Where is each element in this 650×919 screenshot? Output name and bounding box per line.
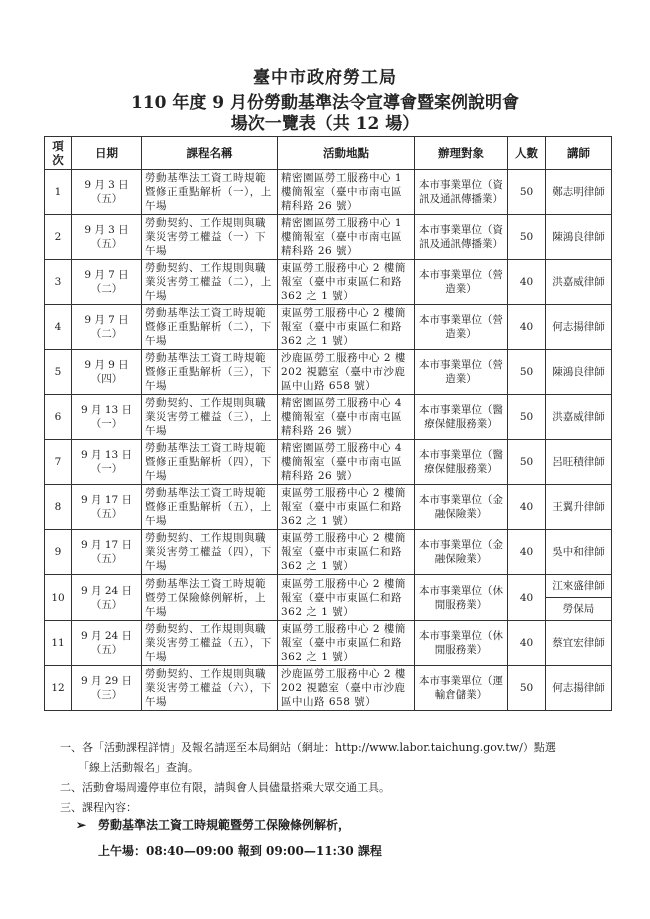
speaker-name: 江來盛律師	[546, 575, 611, 598]
speaker-name: 洪嘉威律師	[552, 411, 605, 423]
row-number: 2	[45, 215, 72, 260]
row-speaker	[546, 215, 612, 260]
row-audience: 本市事業單位（休閒服務業）	[415, 575, 508, 621]
row-date	[72, 575, 142, 621]
row-date	[72, 215, 142, 260]
row-date-day: 9 月 29 日	[80, 675, 133, 687]
row-date-day: 9 月 17 日	[80, 494, 133, 506]
row-venue: 沙鹿區勞工服務中心 2 樓 202 視聽室（臺中市沙鹿區中山路 658 號）	[278, 666, 415, 711]
row-audience: 本市事業單位（營造業）	[415, 305, 508, 350]
row-speaker	[546, 485, 612, 530]
row-course: 勞動基準法工資工時規範暨修正重點解析（三），下午場	[142, 350, 278, 395]
row-venue: 東區勞工服務中心 2 樓簡報室（臺中市東區仁和路 362 之 1 號）	[278, 575, 415, 621]
row-date	[72, 621, 142, 666]
row-speaker	[546, 305, 612, 350]
row-count: 50	[508, 440, 546, 485]
row-venue: 東區勞工服務中心 2 樓簡報室（臺中市東區仁和路 362 之 1 號）	[278, 485, 415, 530]
row-audience: 本市事業單位（金融保險業）	[415, 485, 508, 530]
note-2: 二、活動會場周邊停車位有限，請與會人員儘量搭乘大眾交通工具。	[60, 781, 390, 794]
note-3: 三、課程內容：	[60, 801, 137, 814]
row-venue: 東區勞工服務中心 2 樓簡報室（臺中市東區仁和路 362 之 1 號）	[278, 260, 415, 305]
row-date-day: 9 月 13 日	[80, 404, 133, 416]
table-row	[45, 215, 612, 260]
row-number: 8	[45, 485, 72, 530]
row-speaker	[546, 395, 612, 440]
row-audience: 本市事業單位（營造業）	[415, 260, 508, 305]
row-number: 1	[45, 170, 72, 215]
page-title-org: 臺中市政府勞工局	[253, 68, 397, 88]
arrow-bullet-icon: ➢	[76, 818, 87, 832]
row-speaker	[546, 350, 612, 395]
table-row	[45, 440, 612, 485]
row-speaker	[546, 575, 612, 621]
note-1: 一、各「活動課程詳情」及報名請逕至本局網站（網址：http://www.labor.taichung.gov.tw/）點選	[60, 741, 556, 754]
row-speaker	[546, 530, 612, 575]
row-date-day: 9 月 9 日	[84, 359, 129, 371]
row-date-day: 9 月 3 日	[84, 179, 129, 191]
row-course: 勞動契約、工作規則與職業災害勞工權益（一）下午場	[142, 215, 278, 260]
row-course: 勞動契約、工作規則與職業災害勞工權益（五），下午場	[142, 621, 278, 666]
row-number: 5	[45, 350, 72, 395]
speaker-name: 勞保局	[562, 603, 595, 615]
row-venue: 精密園區勞工服務中心 4 樓簡報室（臺中市南屯區精科路 26 號）	[278, 440, 415, 485]
row-course: 勞動契約、工作規則與職業災害勞工權益（四），下午場	[142, 530, 278, 575]
row-count: 40	[508, 305, 546, 350]
row-count: 50	[508, 350, 546, 395]
row-course: 勞動契約、工作規則與職業災害勞工權益（三），上午場	[142, 395, 278, 440]
row-speaker	[546, 666, 612, 711]
row-course: 勞動基準法工資工時規範暨修正重點解析（一），上午場	[142, 170, 278, 215]
row-venue: 東區勞工服務中心 2 樓簡報室（臺中市東區仁和路 362 之 1 號）	[278, 305, 415, 350]
row-date-weekday: （一）	[90, 418, 123, 430]
table-row	[45, 485, 612, 530]
row-venue: 精密園區勞工服務中心 1 樓簡報室（臺中市南屯區精科路 26 號）	[278, 215, 415, 260]
speaker-name: 王翼升律師	[552, 501, 605, 513]
table-row	[45, 530, 612, 575]
row-date	[72, 350, 142, 395]
row-number: 12	[45, 666, 72, 711]
note-1-cont: 「線上活動報名」查詢。	[78, 761, 199, 774]
row-date-weekday: （五）	[90, 238, 123, 250]
speaker-name: 洪嘉威律師	[552, 276, 605, 288]
table-row	[45, 575, 612, 621]
row-audience: 本市事業單位（運輸倉儲業）	[415, 666, 508, 711]
row-count: 50	[508, 395, 546, 440]
row-date-weekday: （五）	[90, 193, 123, 205]
row-number: 4	[45, 305, 72, 350]
speaker-name: 呂旺積律師	[552, 456, 605, 468]
row-course: 勞動基準法工資工時規範暨修正重點解析（四），下午場	[142, 440, 278, 485]
row-date	[72, 170, 142, 215]
row-date-day: 9 月 24 日	[80, 630, 133, 642]
table-row	[45, 666, 612, 711]
course-content	[76, 812, 382, 864]
row-audience: 本市事業單位（休閒服務業）	[415, 621, 508, 666]
row-count: 40	[508, 260, 546, 305]
speaker-name: 陳鴻良律師	[552, 366, 605, 378]
row-date-weekday: （五）	[90, 553, 123, 565]
row-date	[72, 260, 142, 305]
row-course: 勞動契約、工作規則與職業災害勞工權益（二），上午場	[142, 260, 278, 305]
speaker-name: 何志揚律師	[552, 321, 605, 333]
row-audience: 本市事業單位（資訊及通訊傳播業）	[415, 170, 508, 215]
table-row	[45, 621, 612, 666]
speaker-name: 陳鴻良律師	[552, 231, 605, 243]
header-date: 日期	[72, 137, 142, 170]
header-no: 項次	[45, 137, 72, 170]
row-audience: 本市事業單位（醫療保健服務業）	[415, 395, 508, 440]
header-course: 課程名稱	[142, 137, 278, 170]
row-course: 勞動契約、工作規則與職業災害勞工權益（六），下午場	[142, 666, 278, 711]
row-count: 40	[508, 530, 546, 575]
row-course: 勞動基準法工資工時規範暨修正重點解析（二），下午場	[142, 305, 278, 350]
speaker-name: 鄭志明律師	[552, 186, 605, 198]
row-count: 40	[508, 621, 546, 666]
table-row	[45, 305, 612, 350]
row-count: 40	[508, 485, 546, 530]
row-date-weekday: （二）	[90, 283, 123, 295]
row-number: 9	[45, 530, 72, 575]
table-header-row	[45, 137, 612, 170]
row-date-day: 9 月 7 日	[84, 269, 129, 281]
row-audience: 本市事業單位（營造業）	[415, 350, 508, 395]
row-date-weekday: （一）	[90, 463, 123, 475]
row-venue: 沙鹿區勞工服務中心 2 樓 202 視聽室（臺中市沙鹿區中山路 658 號）	[278, 350, 415, 395]
row-speaker	[546, 440, 612, 485]
row-speaker	[546, 170, 612, 215]
row-date-day: 9 月 17 日	[80, 539, 133, 551]
row-count: 50	[508, 170, 546, 215]
speaker-name: 蔡宜宏律師	[552, 637, 605, 649]
row-number: 7	[45, 440, 72, 485]
row-audience: 本市事業單位（醫療保健服務業）	[415, 440, 508, 485]
row-speaker	[546, 621, 612, 666]
row-venue: 精密園區勞工服務中心 4 樓簡報室（臺中市南屯區精科路 26 號）	[278, 395, 415, 440]
morning-session: 上午場：08:40—09:00 報到 09:00—11:30 課程	[98, 844, 382, 858]
course-item-title: 勞動基準法工資工時規範暨勞工保險條例解析，	[98, 818, 351, 832]
table-row	[45, 260, 612, 305]
row-date-weekday: （五）	[90, 598, 123, 611]
header-venue: 活動地點	[278, 137, 415, 170]
header-count: 人數	[508, 137, 546, 170]
row-date-weekday: （二）	[90, 328, 123, 340]
speaker-name: 吳中和律師	[552, 546, 605, 558]
row-date	[72, 395, 142, 440]
table-row	[45, 350, 612, 395]
row-date	[72, 530, 142, 575]
table-row	[45, 170, 612, 215]
row-date-day: 9 月 13 日	[80, 449, 133, 461]
course-item	[76, 812, 382, 838]
row-audience: 本市事業單位（金融保險業）	[415, 530, 508, 575]
row-speaker	[546, 260, 612, 305]
row-date	[72, 305, 142, 350]
row-date	[72, 666, 142, 711]
row-number: 10	[45, 575, 72, 621]
header-speaker: 講師	[546, 137, 612, 170]
header-audience: 辦理對象	[415, 137, 508, 170]
row-count: 50	[508, 215, 546, 260]
row-course: 勞動基準法工資工時規範暨勞工保險條例解析，上午場	[142, 575, 278, 621]
schedule-table	[44, 136, 612, 711]
row-number: 6	[45, 395, 72, 440]
row-venue: 東區勞工服務中心 2 樓簡報室（臺中市東區仁和路 362 之 1 號）	[278, 621, 415, 666]
row-date	[72, 485, 142, 530]
row-count: 50	[508, 666, 546, 711]
speaker-name: 何志揚律師	[552, 682, 605, 694]
row-date-weekday: （五）	[90, 508, 123, 520]
row-date-weekday: （三）	[90, 689, 123, 701]
row-course: 勞動基準法工資工時規範暨修正重點解析（五），上午場	[142, 485, 278, 530]
row-venue: 精密園區勞工服務中心 1 樓簡報室（臺中市南屯區精科路 26 號）	[278, 170, 415, 215]
row-count: 40	[508, 575, 546, 621]
row-venue: 東區勞工服務中心 2 樓簡報室（臺中市東區仁和路 362 之 1 號）	[278, 530, 415, 575]
row-number: 11	[45, 621, 72, 666]
row-number: 3	[45, 260, 72, 305]
table-row	[45, 395, 612, 440]
notes	[60, 738, 620, 818]
row-date-day: 9 月 24 日	[80, 584, 133, 597]
page-title-event: 110 年度 9 月份勞動基準法令宣導會暨案例說明會	[130, 93, 520, 113]
row-date-day: 9 月 3 日	[84, 224, 129, 236]
row-date	[72, 440, 142, 485]
row-date-weekday: （四）	[90, 373, 123, 385]
row-date-weekday: （五）	[90, 644, 123, 656]
page-title-list: 場次一覽表（共 12 場）	[230, 114, 420, 134]
row-audience: 本市事業單位（資訊及通訊傳播業）	[415, 215, 508, 260]
row-date-day: 9 月 7 日	[84, 314, 129, 326]
